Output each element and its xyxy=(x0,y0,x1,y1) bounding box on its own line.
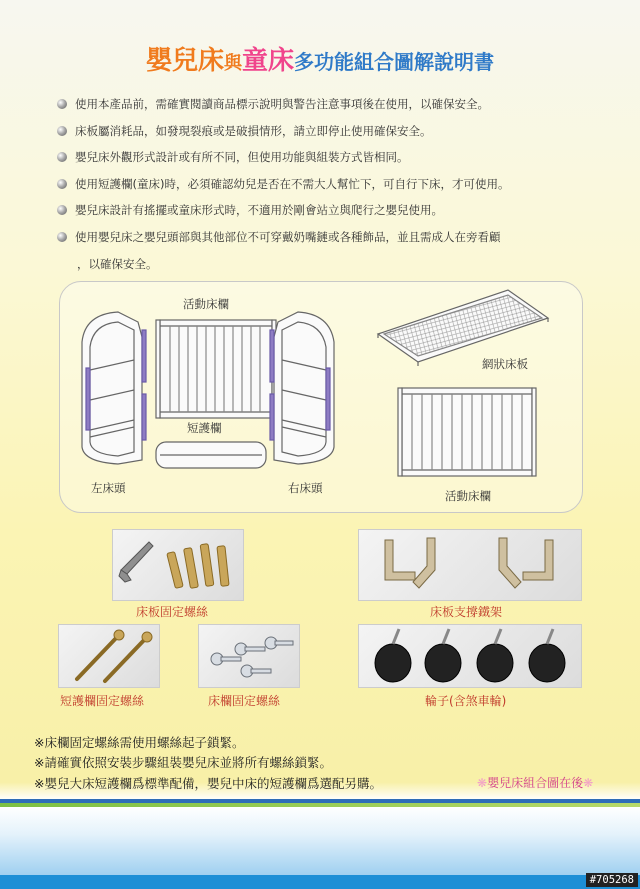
safety-notes xyxy=(57,91,617,277)
title-part-kidbed: 童床 xyxy=(242,46,295,76)
note-item: 使用本產品前，需確實閱讀商品標示說明與警告注意事項後在使用，以確保安全。 xyxy=(57,91,617,118)
short-rail-screws-photo xyxy=(58,624,160,688)
image-id-tag: #705268 xyxy=(586,873,638,887)
label-board-bracket: 床板支撐鐵架 xyxy=(430,605,503,619)
left-headboard-drawing xyxy=(82,312,146,464)
long-bolts-icon xyxy=(59,625,159,687)
bullet-icon xyxy=(57,205,67,215)
label-short-rail-screws: 短護欄固定螺絲 xyxy=(60,694,145,708)
title-part-and: 與 xyxy=(224,53,242,74)
footer-note-3: ※嬰兒大床短護欄爲標準配備，嬰兒中床的短護欄爲選配另購。 xyxy=(34,776,382,791)
band-bottom xyxy=(0,875,640,889)
label-rail-screws: 床欄固定螺絲 xyxy=(208,694,281,708)
label-casters: 輪子(含煞車輪) xyxy=(425,694,507,708)
title-part-crib: 嬰兒床 xyxy=(145,46,224,76)
label-board-screws: 床板固定螺絲 xyxy=(136,605,209,619)
label-short-rail: 短護欄 xyxy=(187,421,222,435)
right-headboard-drawing xyxy=(270,312,334,464)
short-rail-drawing xyxy=(156,442,266,468)
flower-icon: ❋ xyxy=(583,776,594,790)
note-item: 床板屬消耗品，如發現裂痕或是破損情形，請立即停止使用確保安全。 xyxy=(57,118,617,145)
bullet-icon xyxy=(57,152,67,162)
caster-wheels-icon xyxy=(359,625,581,687)
parts-diagram xyxy=(59,281,583,513)
note-item-continued: ，以確保安全。 xyxy=(77,256,158,271)
note-item: 使用嬰兒床之嬰兒頭部與其他部位不可穿戴奶嘴鏈或各種飾品，並且需成人在旁看顧 xyxy=(57,224,617,251)
label-side-rail-bottom: 活動床欄 xyxy=(445,489,491,503)
bullet-icon xyxy=(57,179,67,189)
mesh-board-drawing xyxy=(378,290,548,366)
footer-note-2: ※請確實依照安裝步驟組裝嬰兒床並將所有螺絲鎖緊。 xyxy=(34,755,332,770)
board-screws-photo xyxy=(112,529,244,601)
note-item: 使用短護欄(童床)時，必須確認幼兒是否在不需大人幫忙下，可自行下床，才可使用。 xyxy=(57,171,617,198)
crib-parts-illustration xyxy=(60,282,582,512)
bullet-icon xyxy=(57,232,67,242)
wrench-and-screws-icon xyxy=(113,530,243,600)
label-mesh-board: 網狀床板 xyxy=(482,357,528,371)
bracket-icon xyxy=(359,530,581,600)
side-rail-top-drawing xyxy=(156,320,276,418)
rail-screws-photo xyxy=(198,624,300,688)
page-title xyxy=(0,40,640,77)
title-part-rest: 多功能組合圖解說明書 xyxy=(294,50,495,74)
label-right-head: 右床頭 xyxy=(288,481,323,495)
footer-note-1: ※床欄固定螺絲需使用螺絲起子鎖緊。 xyxy=(34,735,245,750)
bullet-icon xyxy=(57,126,67,136)
label-left-head: 左床頭 xyxy=(91,481,126,495)
note-item: 嬰兒床外觀形式設計或有所不同，但使用功能與組裝方式皆相同。 xyxy=(57,144,617,171)
assembly-next-note: ❋嬰兒床組合圖在後❋ xyxy=(477,776,594,790)
label-side-rail-top: 活動床欄 xyxy=(183,297,229,311)
band-sky xyxy=(0,807,640,875)
side-rail-bottom-drawing xyxy=(398,388,536,476)
board-bracket-photo xyxy=(358,529,582,601)
casters-photo xyxy=(358,624,582,688)
flower-icon: ❋ xyxy=(477,776,488,790)
silver-screws-icon xyxy=(199,625,299,687)
bullet-icon xyxy=(57,99,67,109)
note-item: 嬰兒床設計有搖擺或童床形式時，不適用於剛會站立與爬行之嬰兒使用。 xyxy=(57,197,617,224)
